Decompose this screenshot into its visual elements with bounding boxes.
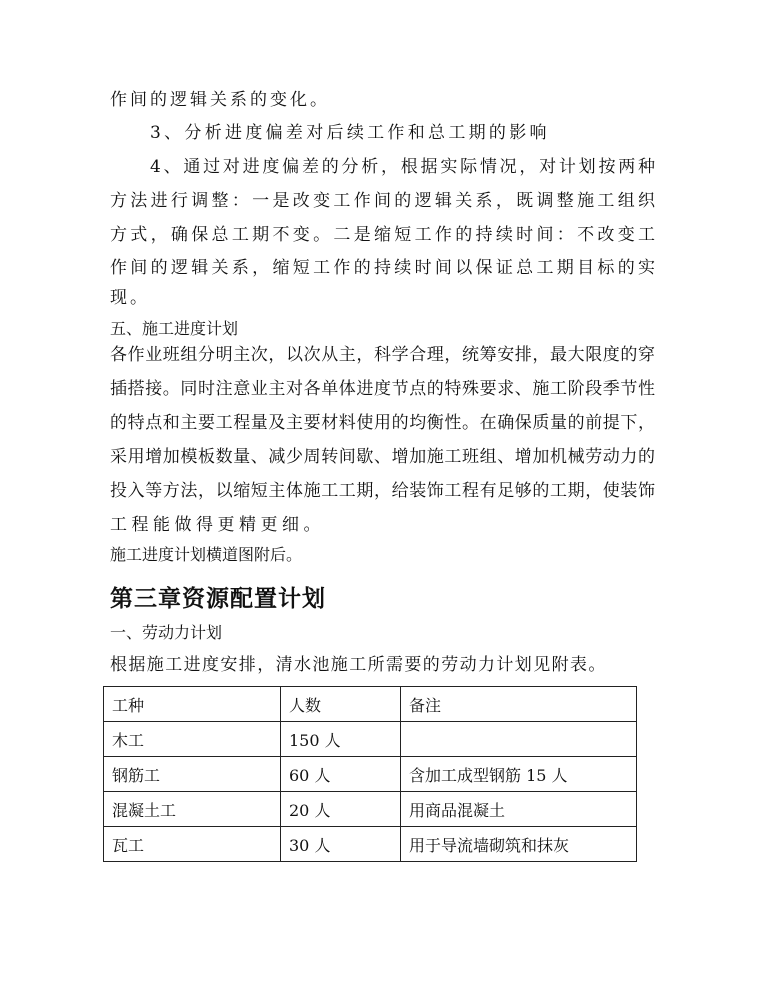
line: 4、通过对进度偏差的分析，根据实际情况，对计划按两种 xyxy=(150,157,655,177)
line: 各作业班组分明主次，以次从主，科学合理，统筹安排，最大限度的穿 xyxy=(110,345,655,365)
table-row xyxy=(104,792,637,827)
table-cell: 150 人 xyxy=(281,722,401,757)
table-cell: 20 人 xyxy=(281,792,401,827)
table-row xyxy=(104,757,637,792)
table-cell: 30 人 xyxy=(281,827,401,862)
line: 作间的逻辑关系的变化。 xyxy=(110,90,330,110)
line: 方法进行调整：一是改变工作间的逻辑关系，既调整施工组织 xyxy=(110,191,655,211)
line: 采用增加模板数量、减少周转间歇、增加施工班组、增加机械劳动力的 xyxy=(110,447,655,467)
table-cell: 60 人 xyxy=(281,757,401,792)
header-cell: 备注 xyxy=(401,687,637,722)
line: 作间的逻辑关系，缩短工作的持续时间以保证总工期目标的实 xyxy=(110,258,655,278)
line: 3、分析进度偏差对后续工作和总工期的影响 xyxy=(150,123,550,143)
table-cell: 瓦工 xyxy=(104,827,281,862)
chapter-title: 第三章资源配置计划 xyxy=(110,586,326,612)
table-row xyxy=(104,827,637,862)
line: 工程能做得更精更细。 xyxy=(110,515,325,535)
table-cell: 用商品混凝土 xyxy=(401,792,637,827)
header-cell: 工种 xyxy=(104,687,281,722)
labor-table xyxy=(103,686,637,862)
header-cell: 人数 xyxy=(281,687,401,722)
sub-heading: 一、劳动力计划 xyxy=(110,623,223,642)
table-cell: 木工 xyxy=(104,722,281,757)
line: 方式，确保总工期不变。二是缩短工作的持续时间：不改变工 xyxy=(110,225,655,245)
section-heading: 五、施工进度计划 xyxy=(110,319,239,338)
line: 插搭接。同时注意业主对各单体进度节点的特殊要求、施工阶段季节性 xyxy=(110,379,655,399)
table-cell: 钢筋工 xyxy=(104,757,281,792)
line: 投入等方法，以缩短主体施工工期，给装饰工程有足够的工期，使装饰 xyxy=(110,481,655,501)
table-cell: 用于导流墙砌筑和抹灰 xyxy=(401,827,637,862)
line: 的特点和主要工程量及主要材料使用的均衡性。在确保质量的前提下， xyxy=(110,413,655,433)
table-header-row xyxy=(104,687,637,722)
table-cell xyxy=(401,722,637,757)
table-cell: 混凝土工 xyxy=(104,792,281,827)
line: 施工进度计划横道图附后。 xyxy=(110,545,303,564)
table-cell: 含加工成型钢筋 15 人 xyxy=(401,757,637,792)
line: 现。 xyxy=(110,288,150,308)
intro-text: 根据施工进度安排，清水池施工所需要的劳动力计划见附表。 xyxy=(110,655,607,675)
table-row xyxy=(104,722,637,757)
